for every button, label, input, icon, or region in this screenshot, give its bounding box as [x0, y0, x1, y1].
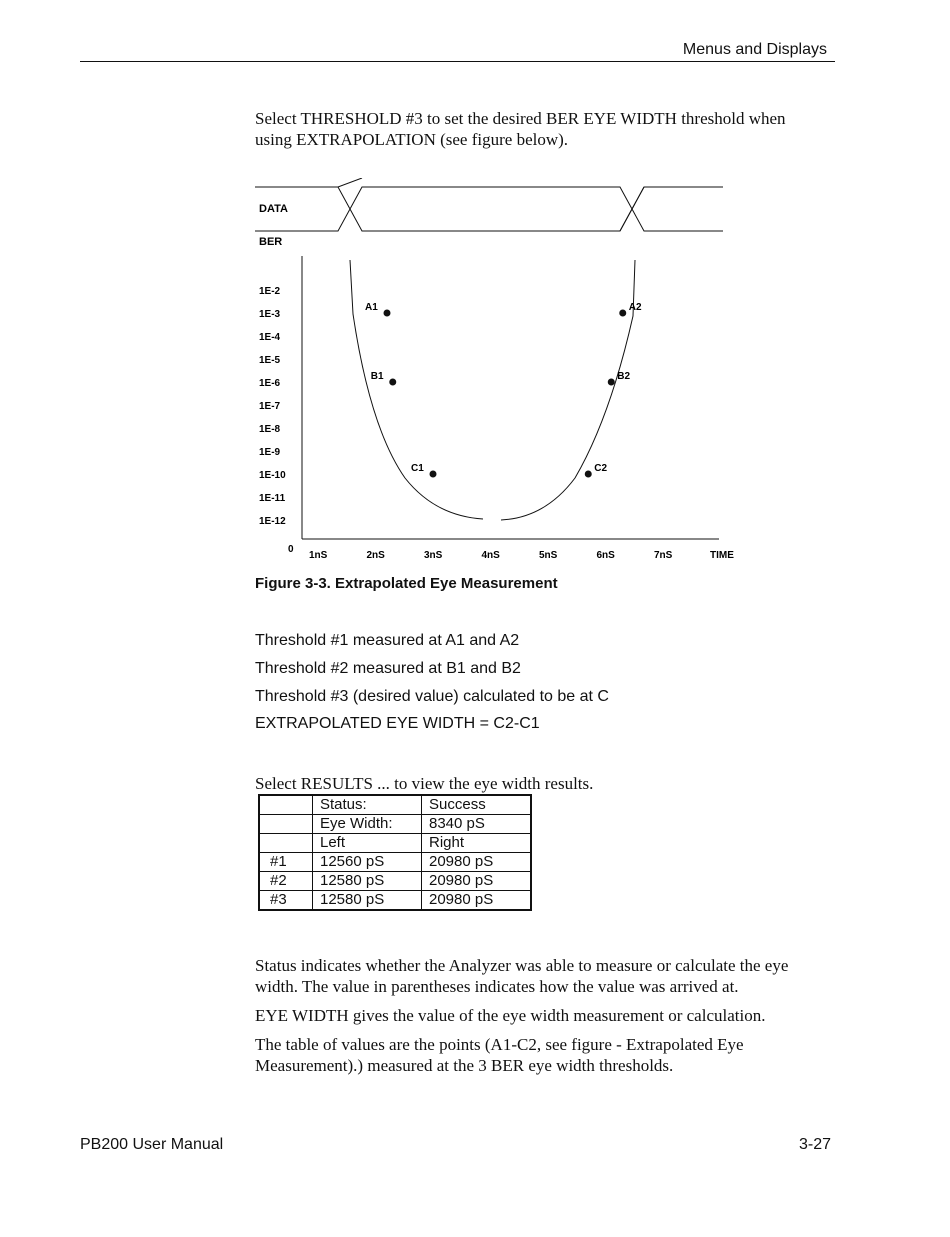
- point-c2-marker: [585, 471, 592, 478]
- ber-curves: [350, 260, 635, 520]
- point-b2-marker: [608, 379, 615, 386]
- table-cell: Left: [313, 834, 422, 853]
- eye-diagram-figure: [245, 178, 765, 568]
- results-table: [258, 794, 532, 911]
- x-axis-labels: [309, 550, 673, 561]
- y-tick-label: 1E-8: [259, 424, 281, 435]
- left-ber-curve: [350, 260, 483, 519]
- point-c1-marker: [430, 471, 437, 478]
- point-c1-label: C1: [411, 463, 424, 474]
- table-row: [259, 872, 531, 891]
- y-tick-label: 1E-3: [259, 309, 281, 320]
- table-row: [259, 891, 531, 911]
- point-a1-label: A1: [365, 302, 378, 313]
- threshold-2-line: Threshold #2 measured at B1 and B2: [255, 660, 521, 677]
- footer-manual-title: PB200 User Manual: [80, 1136, 224, 1153]
- table-cell: #3: [259, 891, 313, 911]
- header-rule: [80, 61, 835, 62]
- point-c2-label: C2: [594, 463, 608, 474]
- table-cell: Status:: [313, 795, 422, 815]
- point-a1-marker: [384, 310, 391, 317]
- y-tick-label: 1E-10: [259, 470, 286, 481]
- data-waveform: [255, 178, 723, 231]
- y-tick-label: 1E-9: [259, 447, 281, 458]
- y-tick-label: 1E-5: [259, 355, 281, 366]
- x-tick-label: 2nS: [366, 550, 385, 561]
- table-cell: [259, 834, 313, 853]
- y-tick-label: 1E-12: [259, 516, 286, 527]
- table-cell: 12580 pS: [313, 891, 422, 911]
- table-cell: 12560 pS: [313, 853, 422, 872]
- y-tick-label: 1E-6: [259, 378, 281, 389]
- point-b2-label: B2: [617, 371, 631, 382]
- threshold-1-line: Threshold #1 measured at A1 and A2: [255, 632, 520, 649]
- x-tick-label: 5nS: [539, 550, 558, 561]
- running-header: Menus and Displays: [682, 41, 827, 58]
- point-b1-marker: [389, 379, 396, 386]
- table-cell: 20980 pS: [422, 853, 532, 872]
- x-tick-label: 4nS: [481, 550, 500, 561]
- table-row: [259, 834, 531, 853]
- table-cell: Success: [422, 795, 532, 815]
- results-intro: Select RESULTS ... to view the eye width results.: [255, 774, 594, 793]
- page-number: 3-27: [798, 1136, 831, 1153]
- y-axis-labels: [259, 286, 286, 527]
- x-tick-label: 3nS: [424, 550, 443, 561]
- x-tick-label: 6nS: [596, 550, 615, 561]
- table-cell: [259, 815, 313, 834]
- y-tick-label: 1E-7: [259, 401, 281, 412]
- table-cell: #1: [259, 853, 313, 872]
- table-row: [259, 853, 531, 872]
- time-label: TIME: [710, 550, 734, 561]
- table-row: [259, 815, 531, 834]
- x-tick-label: 7nS: [654, 550, 673, 561]
- ber-label: BER: [259, 236, 283, 248]
- eye-width-paragraph: EYE WIDTH gives the value of the eye width measurement or calculation.: [255, 1006, 766, 1025]
- y-tick-label: 1E-2: [259, 286, 281, 297]
- intro-paragraph: Select THRESHOLD #3 to set the desired BER EYE WIDTH threshold when using EXTRAPOLATION (see figure below).: [255, 109, 786, 149]
- right-ber-curve: [501, 260, 635, 520]
- table-cell: 20980 pS: [422, 872, 532, 891]
- table-cell: [259, 795, 313, 815]
- x-tick-label: 1nS: [309, 550, 328, 561]
- status-paragraph: Status indicates whether the Analyzer was able to measure or calculate the eye width. The value in parentheses indicates how the value was arrived at.: [255, 956, 789, 996]
- table-cell: 12580 pS: [313, 872, 422, 891]
- table-cell: 20980 pS: [422, 891, 532, 911]
- y-tick-label: 1E-11: [259, 493, 286, 504]
- measurement-points: [365, 302, 642, 478]
- table-row: [259, 795, 531, 815]
- table-cell: Right: [422, 834, 532, 853]
- point-b1-label: B1: [370, 371, 384, 382]
- threshold-3-line: Threshold #3 (desired value) calculated to be at C: [255, 688, 609, 705]
- point-a2-marker: [619, 310, 626, 317]
- figure-caption: Figure 3-3. Extrapolated Eye Measurement: [255, 575, 558, 592]
- table-cell: #2: [259, 872, 313, 891]
- y-tick-label: 1E-4: [259, 332, 281, 343]
- data-label: DATA: [259, 203, 288, 215]
- eye-width-formula: EXTRAPOLATED EYE WIDTH = C2-C1: [255, 715, 540, 732]
- table-cell: 8340 pS: [422, 815, 532, 834]
- zero-label: 0: [288, 544, 294, 555]
- table-cell: Eye Width:: [313, 815, 422, 834]
- point-a2-label: A2: [628, 302, 642, 313]
- table-values-paragraph: The table of values are the points (A1-C2, see figure - Extrapolated Eye Measurement).) measured at the 3 BER eye width thresholds.: [255, 1035, 744, 1075]
- eye-diagram-svg: [245, 178, 765, 568]
